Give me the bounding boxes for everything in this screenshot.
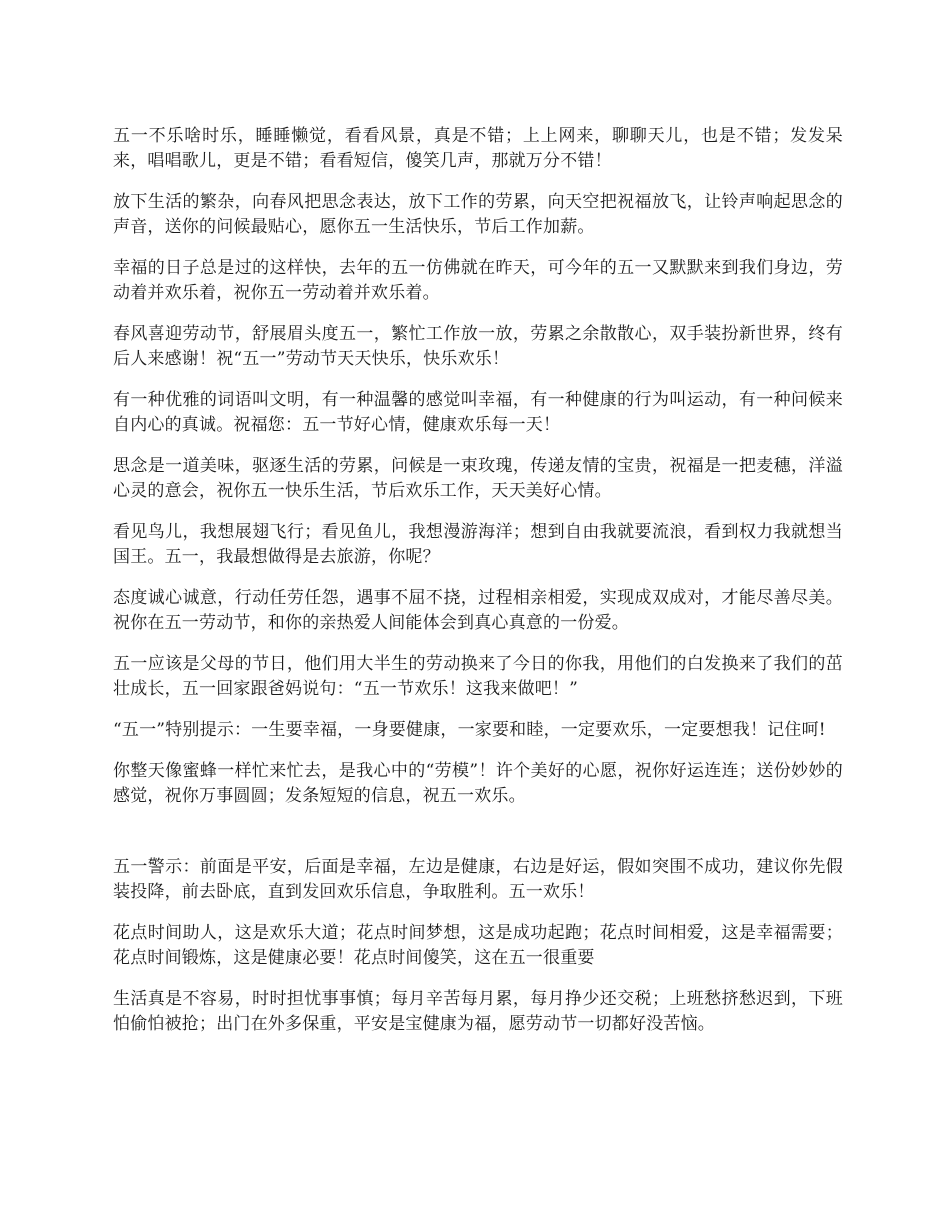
paragraph: 你整天像蜜蜂一样忙来忙去，是我心中的“劳模”！许个美好的心愿，祝你好运连连；送份妙妙的感觉，祝你万事圆圆；发条短短的信息，祝五一欢乐。: [113, 761, 843, 806]
paragraph: “五一”特别提示：一生要幸福，一身要健康，一家要和睦，一定要欢乐，一定要想我！记住呵!: [113, 720, 826, 740]
paragraph: 春风喜迎劳动节，舒展眉头度五一，繁忙工作放一放，劳累之余散散心，双手装扮新世界，终有后人来感谢！祝“五一”劳动节天天快乐，快乐欢乐！: [113, 324, 843, 369]
paragraph: 放下生活的繁杂，向春风把思念表达，放下工作的劳累，向天空把祝福放飞，让铃声响起思念的声音，送你的问候最贴心，愿你五一生活快乐，节后工作加薪。: [113, 192, 843, 237]
section-gap: [113, 825, 843, 855]
paragraph: 五一警示：前面是平安，后面是幸福，左边是健康，右边是好运，假如突围不成功，建议你先假装投降，前去卧底，直到发回欢乐信息，争取胜利。五一欢乐！: [113, 857, 843, 902]
paragraph: 五一不乐啥时乐，睡睡懒觉，看看风景，真是不错；上上网来，聊聊天儿，也是不错；发发呆来，唱唱歌儿，更是不错；看看短信，傻笑几声，那就万分不错！: [113, 126, 843, 171]
paragraph: 态度诚心诚意，行动任劳任怨，遇事不屈不挠，过程相亲相爱，实现成双成对，才能尽善尽美。祝你在五一劳动节，和你的亲热爱人间能体会到真心真意的一份爱。: [113, 588, 843, 633]
paragraph: 看见鸟儿，我想展翅飞行；看见鱼儿，我想漫游海洋；想到自由我就要流浪，看到权力我就想当国王。五一，我最想做得是去旅游，你呢？: [113, 522, 843, 567]
paragraph: 思念是一道美味，驱逐生活的劳累，问候是一束玫瑰，传递友情的宝贵，祝福是一把麦穗，洋溢心灵的意会，祝你五一快乐生活，节后欢乐工作，天天美好心情。: [113, 456, 843, 501]
paragraph: 五一应该是父母的节日，他们用大半生的劳动换来了今日的你我，用他们的白发换来了我们的茁壮成长，五一回家跟爸妈说句：“五一节欢乐！这我来做吧！”: [113, 654, 843, 699]
paragraph: 生活真是不容易，时时担忧事事慎；每月辛苦每月累，每月挣少还交税；上班愁挤愁迟到，下班怕偷怕被抢；出门在外多保重，平安是宝健康为福，愿劳动节一切都好没苦恼。: [113, 989, 843, 1034]
document-body: [113, 124, 843, 1053]
paragraph: 有一种优雅的词语叫文明，有一种温馨的感觉叫幸福，有一种健康的行为叫运动，有一种问候来自内心的真诚。祝福您：五一节好心情，健康欢乐每一天！: [113, 390, 843, 435]
paragraph: 花点时间助人，这是欢乐大道；花点时间梦想，这是成功起跑；花点时间相爱，这是幸福需要；花点时间锻炼，这是健康必要！花点时间傻笑，这在五一很重要: [113, 923, 843, 968]
paragraph: 幸福的日子总是过的这样快，去年的五一仿佛就在昨天，可今年的五一又默默来到我们身边，劳动着并欢乐着，祝你五一劳动着并欢乐着。: [113, 258, 843, 303]
